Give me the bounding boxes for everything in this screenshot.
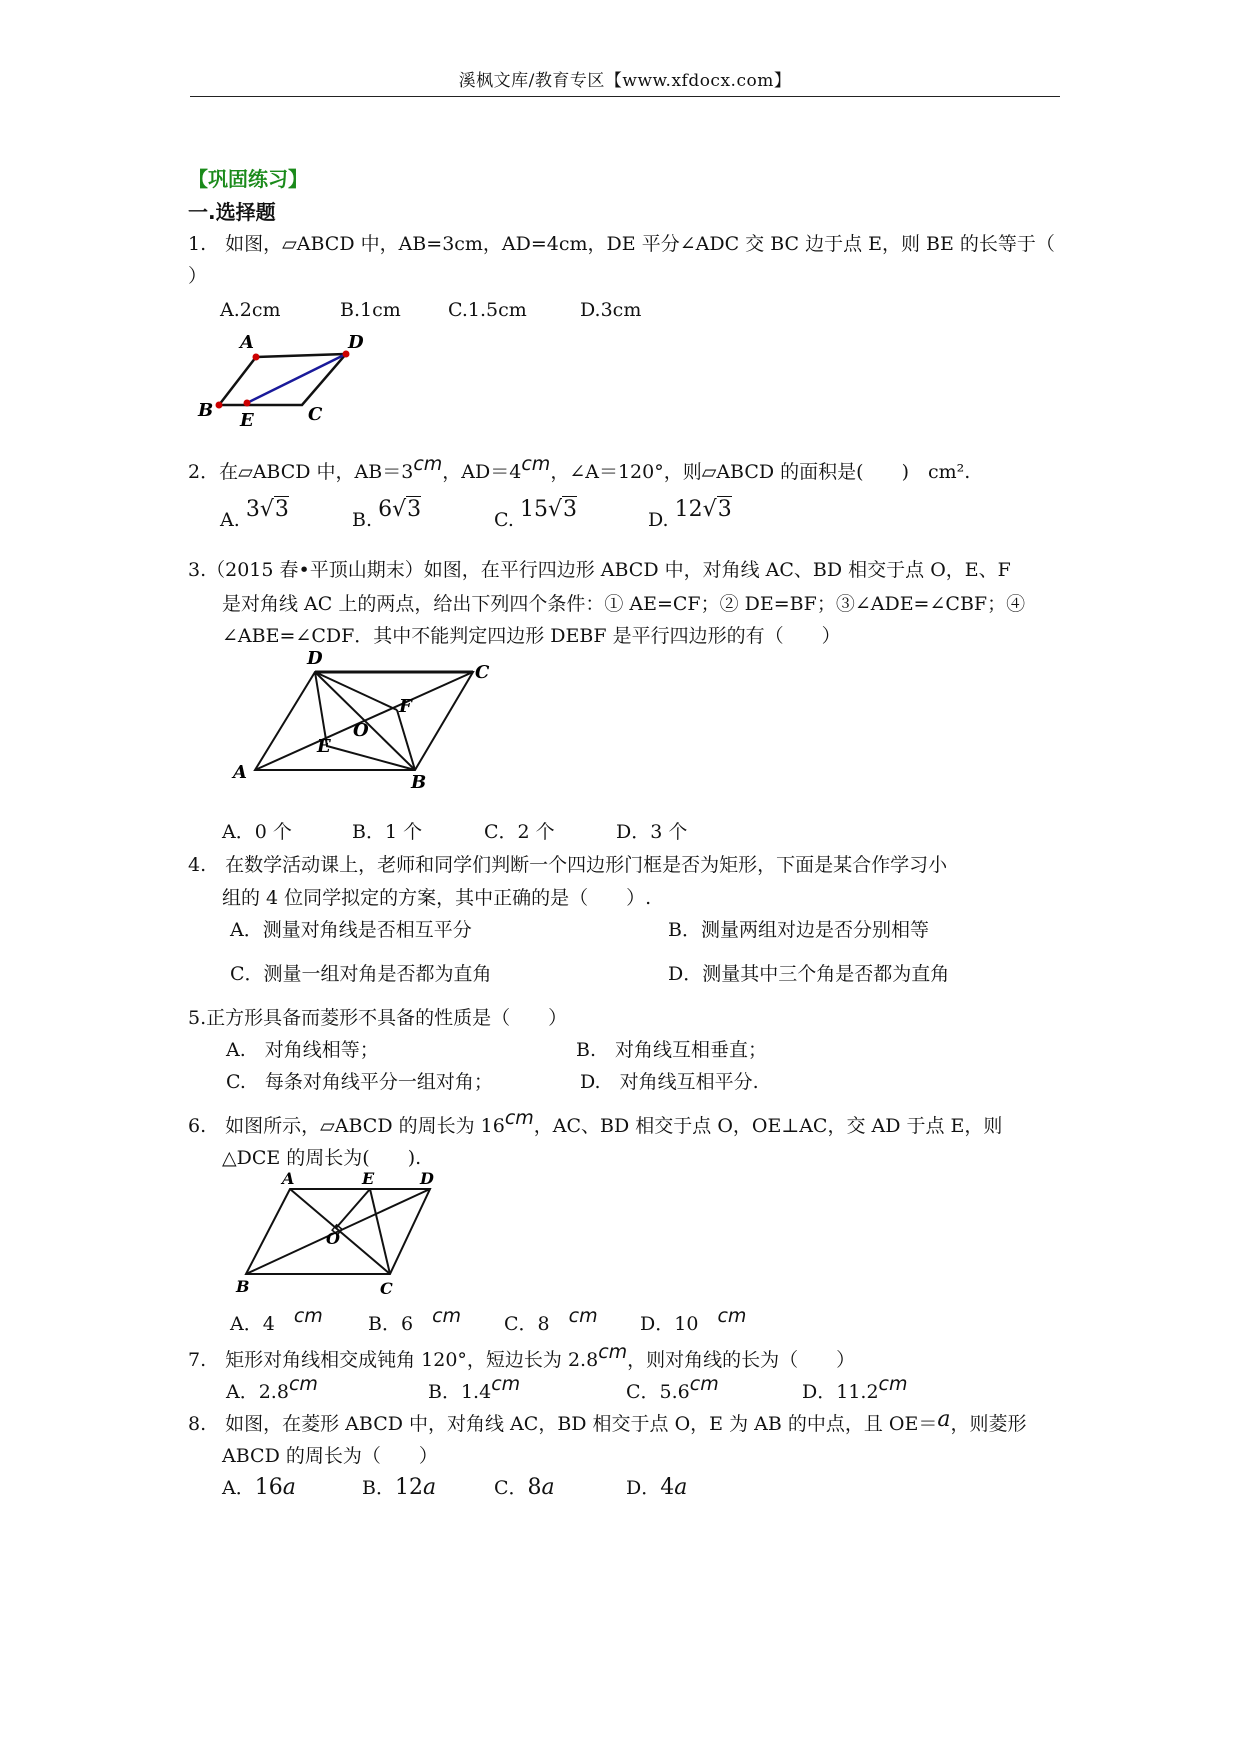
q8-part2: ，则菱形 bbox=[950, 1413, 1027, 1435]
q1-option-b: B.1cm bbox=[340, 299, 401, 321]
q8-var: a bbox=[937, 1407, 951, 1432]
q2-option-d-value: 12√3 bbox=[674, 497, 732, 522]
q2-option-a-value: 3√3 bbox=[245, 497, 289, 522]
q3-option-d: D．3 个 bbox=[616, 821, 688, 843]
q2-part1: 2．在▱ABCD 中，AB＝3 bbox=[188, 461, 414, 483]
q2-option-a bbox=[220, 497, 289, 534]
q6-unit: cm bbox=[504, 1107, 534, 1129]
q7-part2: ，则对角线的长为（ ） bbox=[627, 1349, 856, 1371]
q4-option-a: A．测量对角线是否相互平分 bbox=[230, 919, 472, 941]
q2-option-c bbox=[494, 497, 577, 534]
q8-line2: ABCD 的周长为（ ） bbox=[222, 1445, 438, 1467]
q2-part3: ，∠A＝120°，则▱ABCD 的面积是( ) cm². bbox=[550, 461, 971, 483]
q7-option-a: A．2.8cm bbox=[226, 1373, 318, 1403]
q2-option-b-value: 6√3 bbox=[378, 497, 422, 522]
q6-label-a: A bbox=[282, 1172, 295, 1188]
q4-option-d: D．测量其中三个角是否都为直角 bbox=[668, 963, 950, 985]
q3-option-b: B．1 个 bbox=[352, 821, 423, 843]
q8-stem bbox=[188, 1407, 1027, 1438]
q5-option-a: A. 对角线相等； bbox=[226, 1039, 379, 1061]
q6-option-a: A．4 cm bbox=[230, 1305, 323, 1335]
q3-line3: ∠ABE=∠CDF．其中不能判定四边形 DEBF 是平行四边形的有（ ） bbox=[222, 625, 841, 647]
q2-option-d bbox=[648, 497, 732, 534]
part-title: 一.选择题 bbox=[188, 200, 276, 224]
q3-parallelogram-figure bbox=[225, 650, 505, 790]
q3-label-o: O bbox=[353, 720, 369, 741]
q1-option-d: D.3cm bbox=[580, 299, 642, 321]
q1-line1: 1. 如图，▱ABCD 中，AB=3cm，AD=4cm，DE 平分∠ADC 交 BC 边于点 E，则 BE 的长等于（ bbox=[188, 233, 1055, 255]
q3-label-d: D bbox=[307, 650, 323, 669]
q2-stem bbox=[188, 453, 971, 486]
q3-label-a: A bbox=[233, 762, 247, 783]
q2-option-c-value: 15√3 bbox=[519, 497, 577, 522]
q6-option-d: D．10 cm bbox=[640, 1305, 747, 1335]
q5-option-b: B. 对角线互相垂直； bbox=[576, 1039, 768, 1061]
q2-option-d-letter: D. bbox=[648, 509, 669, 531]
q3-label-e: E bbox=[317, 736, 331, 757]
q2-part2: ，AD＝4 bbox=[442, 461, 522, 483]
q6-label-b: B bbox=[236, 1277, 250, 1296]
q3-label-c: C bbox=[475, 662, 490, 683]
q8-option-a: A．16a bbox=[222, 1475, 296, 1500]
q5-option-c: C. 每条对角线平分一组对角； bbox=[226, 1071, 493, 1093]
q8-option-c: C．8a bbox=[494, 1475, 555, 1500]
q6-line2: △DCE 的周长为( ). bbox=[222, 1147, 422, 1169]
q1-parallelogram-figure bbox=[190, 330, 370, 430]
q1-label-a: A bbox=[240, 332, 254, 353]
q4-line1: 4. 在数学活动课上，老师和同学们判断一个四边形门框是否为矩形，下面是某合作学习小 bbox=[188, 854, 948, 876]
q7-unit: cm bbox=[598, 1341, 628, 1363]
q2-unit-2: cm bbox=[521, 453, 551, 475]
q1-option-a: A.2cm bbox=[220, 299, 281, 321]
header-divider bbox=[190, 96, 1060, 97]
q3-line2: 是对角线 AC 上的两点，给出下列四个条件：① AE=CF；② DE=BF；③∠ADE=∠CBF；④ bbox=[222, 593, 1026, 615]
q2-unit-1: cm bbox=[413, 453, 443, 475]
q5-option-d: D. 对角线互相平分. bbox=[580, 1071, 759, 1093]
q1-label-d: D bbox=[348, 332, 364, 353]
q2-option-c-letter: C. bbox=[494, 509, 514, 531]
q3-option-a: A．0 个 bbox=[222, 821, 292, 843]
q6-part1: 6. 如图所示，▱ABCD 的周长为 16 bbox=[188, 1115, 505, 1137]
q6-part2: ，AC、BD 相交于点 O，OE⊥AC，交 AD 于点 E，则 bbox=[533, 1115, 1003, 1137]
q6-option-c: C．8 cm bbox=[504, 1305, 598, 1335]
q3-line1: 3.（2015 春•平顶山期末）如图，在平行四边形 ABCD 中，对角线 AC、BD 相交于点 O，E、F bbox=[188, 559, 1011, 581]
q7-part1: 7. 矩形对角线相交成钝角 120°，短边长为 2.8 bbox=[188, 1349, 599, 1371]
q6-label-c: C bbox=[380, 1279, 393, 1298]
q6-option-b: B．6 cm bbox=[368, 1305, 462, 1335]
q2-option-a-letter: A. bbox=[220, 509, 240, 531]
q7-option-d: D．11.2cm bbox=[802, 1373, 908, 1403]
page-header: 溪枫文库/教育专区【www.xfdocx.com】 bbox=[458, 71, 792, 91]
q4-option-b: B．测量两组对边是否分别相等 bbox=[668, 919, 929, 941]
q6-parallelogram-figure bbox=[230, 1172, 440, 1298]
q1-option-c: C.1.5cm bbox=[448, 299, 527, 321]
q1-label-c: C bbox=[308, 404, 323, 425]
q8-option-b: B．12a bbox=[362, 1475, 437, 1500]
q6-label-o: O bbox=[326, 1229, 340, 1248]
q7-option-c: C．5.6cm bbox=[626, 1373, 719, 1403]
q2-option-b-letter: B. bbox=[352, 509, 373, 531]
q5-line1: 5.正方形具备而菱形不具备的性质是（ ） bbox=[188, 1007, 568, 1029]
q6-label-e: E bbox=[362, 1172, 375, 1188]
q8-option-d: D．4a bbox=[626, 1475, 688, 1500]
section-title: 【巩固练习】 bbox=[188, 167, 308, 191]
q7-stem bbox=[188, 1341, 856, 1374]
q3-label-f: F bbox=[399, 696, 412, 717]
q3-label-b: B bbox=[411, 772, 427, 790]
q1-label-e: E bbox=[240, 410, 254, 430]
q4-option-c: C．测量一组对角是否都为直角 bbox=[230, 963, 492, 985]
q7-option-b: B．1.4cm bbox=[428, 1373, 521, 1403]
q6-label-d: D bbox=[420, 1172, 434, 1188]
q6-stem bbox=[188, 1107, 1003, 1140]
q4-line2: 组的 4 位同学拟定的方案，其中正确的是（ ）. bbox=[222, 887, 652, 909]
q1-line2: ） bbox=[188, 265, 208, 287]
q1-label-b: B bbox=[198, 400, 214, 421]
q2-option-b bbox=[352, 497, 422, 534]
q3-option-c: C．2 个 bbox=[484, 821, 555, 843]
q8-part1: 8. 如图，在菱形 ABCD 中，对角线 AC，BD 相交于点 O，E 为 AB 的中点，且 OE＝ bbox=[188, 1413, 938, 1435]
